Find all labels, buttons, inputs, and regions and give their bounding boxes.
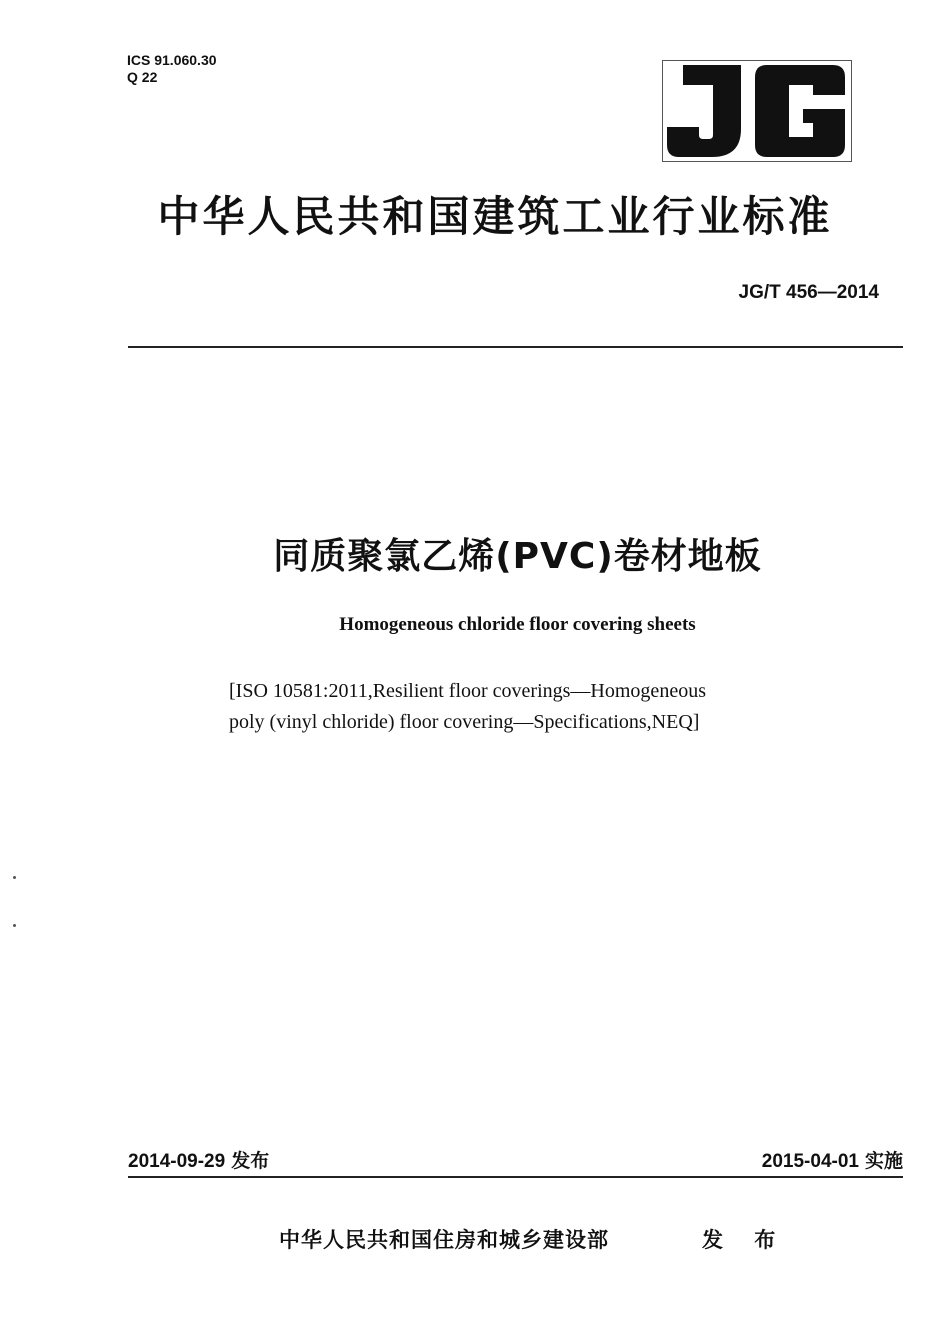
effective-date-row xyxy=(762,1146,903,1173)
jg-logo xyxy=(662,60,852,162)
publisher-name: 中华人民共和国住房和城乡建设部 xyxy=(279,1228,609,1252)
document-title-chinese: 同质聚氯乙烯(PVC)卷材地板 xyxy=(273,536,762,577)
publish-action: 发 布 xyxy=(702,1228,788,1252)
top-divider xyxy=(128,346,903,348)
issue-date-row xyxy=(128,1146,269,1173)
ics-code: ICS 91.060.30 xyxy=(127,52,217,68)
iso-reference-line-1: [ISO 10581:2011,Resilient floor coverings—Homogeneous xyxy=(229,680,706,702)
jg-logo-mark xyxy=(663,61,851,161)
document-title-english: Homogeneous chloride floor covering sheets xyxy=(339,614,696,635)
scan-speck xyxy=(13,876,16,879)
ccs-code: Q 22 xyxy=(127,69,158,85)
effective-label: 实施 xyxy=(864,1150,903,1172)
bottom-divider xyxy=(128,1176,903,1178)
effective-date: 2015-04-01 xyxy=(761,1151,859,1172)
issue-label: 发布 xyxy=(231,1150,270,1172)
standard-body-title: 中华人民共和国建筑工业行业标准 xyxy=(157,192,833,241)
classification-codes xyxy=(127,52,217,86)
iso-reference xyxy=(229,676,829,738)
issue-date: 2014-09-29 xyxy=(128,1151,226,1172)
standard-number: JG/T 456—2014 xyxy=(738,282,879,303)
iso-reference-line-2: poly (vinyl chloride) floor covering—Specifications,NEQ] xyxy=(229,711,700,733)
scan-speck xyxy=(13,924,16,927)
